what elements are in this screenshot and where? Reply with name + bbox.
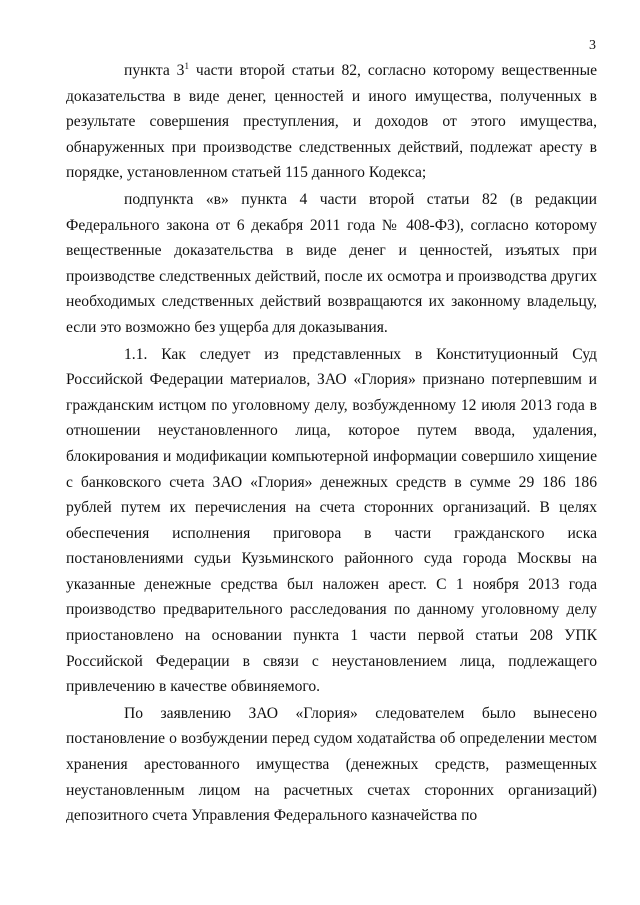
paragraph-section-1-1: 1.1. Как следует из представленных в Конституционный Суд Российской Федерации материалов, ЗАО «Глория» признано потерпевшим и гражданским истцом по уголовному делу, возбужденному 12 июля 2013 года в отношении неустановленного лица, которое путем ввода, удаления, блокирования и модификации компьютерной информации совершило хищение с банковского счета ЗАО «Глория» денежных средств в сумме 29 186 186 рублей путем их перечисления на счета сторонних организаций. В целях обеспечения исполнения приговора в части гражданского иска постановлениями судьи Кузьминского районного суда города Москвы на указанные денежные средства был наложен арест. С 1 ноября 2013 года производство предварительного расследования по данному уголовному делу приостановлено на основании пункта 1 части первой статьи 208 УПК Российской Федерации в связи с неустановлением лица, подлежащего привлечению в качестве обвиняемого. xyxy=(66,345,597,696)
document-body xyxy=(66,58,597,829)
paragraph-text-rest: части второй статьи 82, согласно которому вещественные доказательства в виде денег, ценностей и иного имущества, полученных в результате совершения преступления, и доходов от этого имущества, обнаруженных при производстве следственных действий, подлежат аресту в порядке, установленном статьей 115 данного Кодекса; xyxy=(66,62,597,182)
page-number: 3 xyxy=(589,38,596,53)
paragraph-application: По заявлению ЗАО «Глория» следователем было вынесено постановление о возбуждении перед судом ходатайства об определении местом хранения арестованного имущества (денежных средств, размещенных неустановленным лицом на расчетных счетах сторонних организаций) депозитного счета Управления Федерального казначейства по xyxy=(66,704,597,825)
paragraph-text-start: пункта 3 xyxy=(124,62,185,79)
paragraph-subpoint-v: подпункта «в» пункта 4 части второй статьи 82 (в редакции Федерального закона от 6 декабря 2011 года № 408-ФЗ), согласно которому вещественные доказательства в виде денег и ценностей, изъятых при производстве следственных действий, после их осмотра и производства других необходимых следственных действий возвращаются их законному владельцу, если это возможно без ущерба для доказывания. xyxy=(66,190,597,336)
superscript-marker: 1 xyxy=(184,61,189,71)
paragraph-point-3-1 xyxy=(66,58,597,186)
